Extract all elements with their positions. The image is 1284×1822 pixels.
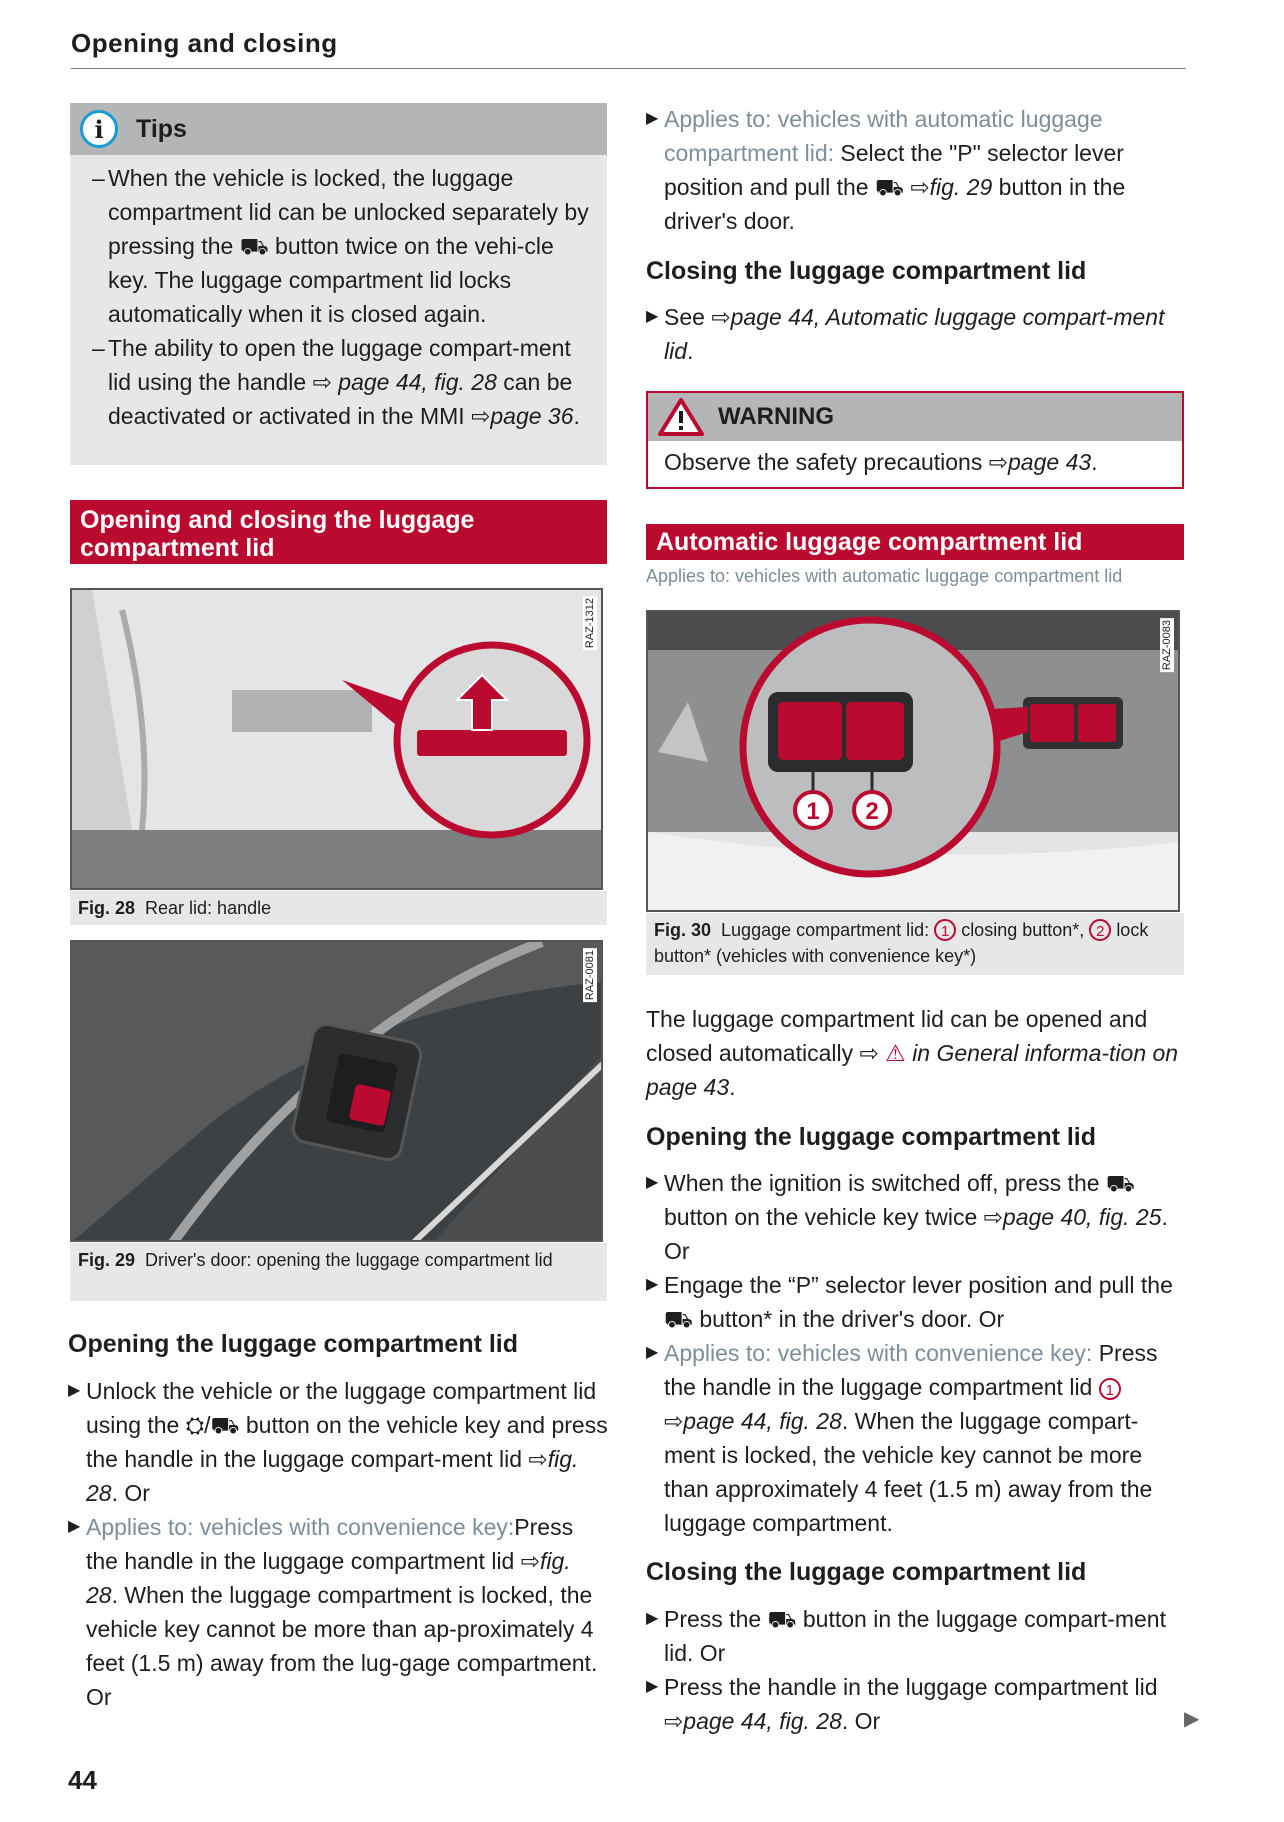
tips-item: – The ability to open the luggage compart-ment lid using the handle ⇨ page 44, fig. 28 can be deactivated or activated in the MMI ⇨page 36. <box>92 335 580 429</box>
page-header-title: Opening and closing <box>71 28 338 58</box>
callout-2-badge: 2 <box>1089 919 1111 941</box>
trunk-close-icon: ⛟ <box>664 1306 693 1332</box>
figure-30 <box>646 610 1180 912</box>
tips-header <box>70 103 607 155</box>
page-link[interactable]: page 40, fig. 25 <box>1002 1204 1162 1230</box>
instruction-item: ▶ Press the handle in the luggage compartment lid ⇨page 44, fig. 28. Or <box>646 1674 1158 1734</box>
page-link[interactable]: page 44, fig. 28 <box>683 1408 842 1434</box>
instruction-item: ▶ Engage the “P” selector lever position and pull the ⛟ button* in the driver's door. Or <box>646 1272 1173 1332</box>
callout-1-badge: 1 <box>934 919 956 941</box>
section-title-automatic: Automatic luggage compartment lid <box>646 524 1184 560</box>
heading-opening-right: Opening the luggage compartment lid <box>646 1123 1097 1151</box>
page-number: 44 <box>68 1765 97 1795</box>
heading-closing-right-2: Closing the luggage compartment lid <box>646 1558 1087 1586</box>
trunk-buttons-illustration <box>648 612 1180 912</box>
warning-title: WARNING <box>718 403 834 430</box>
instruction-item: ▶ Applies to: vehicles with convenience key: Press the handle in the luggage compartment lid 1 ⇨page 44, fig. 28. When the luggage compart-ment is locked, the vehicle key cannot be more than approximately 4 feet (1.5 m) away from the luggage compartment. <box>646 1340 1158 1536</box>
warning-header <box>648 393 1182 441</box>
arrow-ref-icon: ⇨ <box>859 1040 879 1066</box>
instruction-item: ▶ Press the ⛟ button in the luggage compart-ment lid. Or <box>646 1606 1166 1666</box>
figure-code: RAZ-0083 <box>1161 620 1173 671</box>
arrow-ref-icon: ⇨ <box>312 369 332 395</box>
figure-link[interactable]: fig. 28 <box>86 1548 571 1608</box>
page-link[interactable]: page 36 <box>490 403 574 429</box>
instruction-item: ▶ When the ignition is switched off, press the ⛟ button on the vehicle key twice ⇨page 40, fig. 25. Or <box>646 1170 1168 1264</box>
page-link[interactable]: page 44, Automatic luggage compart-ment lid <box>664 304 1165 364</box>
info-icon: i <box>80 110 118 148</box>
trunk-close-icon: ⛟ <box>767 1606 797 1632</box>
instruction-item: ▶ Applies to: vehicles with automatic luggage compartment lid: Select the "P" selector lever position and pull the ⛟ ⇨fig. 29 button in the driver's door. <box>646 106 1126 234</box>
page-link[interactable]: in General informa-tion on page 43 <box>646 1040 1179 1100</box>
callout-1-badge: 1 <box>1099 1378 1121 1400</box>
lock-trunk-icon: ⛭/⛟ <box>185 1412 240 1438</box>
warning-box <box>646 391 1184 489</box>
key-trunk-icon: ⛟ <box>1105 1170 1135 1196</box>
arrow-ref-icon: ⇨ <box>528 1446 548 1472</box>
figure-28 <box>70 588 603 890</box>
callout-1: 1 <box>806 798 820 825</box>
figure-link[interactable]: fig. 28 <box>86 1446 579 1506</box>
key-trunk-icon: ⛟ <box>239 233 269 259</box>
tips-box <box>70 103 607 465</box>
arrow-ref-icon: ⇨ <box>471 403 491 429</box>
page-link[interactable]: page 43 <box>1008 449 1092 475</box>
intro-paragraph: The luggage compartment lid can be opened and closed automatically ⇨ ⚠ in General informa-tion on page 43. <box>646 1006 1179 1100</box>
warning-icon: ⚠ <box>885 1040 906 1066</box>
arrow-ref-icon: ⇨ <box>711 304 731 330</box>
heading-opening-left: Opening the luggage compartment lid <box>68 1330 519 1358</box>
figure-29-caption: Fig. 29 Driver's door: opening the luggage compartment lid <box>70 1243 607 1301</box>
tips-title: Tips <box>136 114 187 143</box>
instruction-item: ▶ Unlock the vehicle or the luggage compartment lid using the ⛭/⛟ button on the vehicle key and press the handle in the luggage compart-ment lid ⇨fig. 28. Or <box>68 1378 608 1506</box>
instruction-item: ▶ See ⇨page 44, Automatic luggage compart-ment lid. <box>646 304 1165 364</box>
driver-door-illustration <box>72 942 603 1242</box>
arrow-ref-icon: ⇨ <box>664 1708 684 1734</box>
arrow-ref-icon: ⇨ <box>664 1408 684 1434</box>
header-rule <box>71 68 1186 69</box>
warning-text: Observe the safety precautions ⇨page 43. <box>664 449 1098 475</box>
arrow-ref-icon: ⇨ <box>520 1548 541 1574</box>
figure-28-caption: Fig. 28 Rear lid: handle <box>70 891 607 925</box>
tips-item: – When the vehicle is locked, the luggage compartment lid can be unlocked separately by pressing the ⛟ button twice on the vehi-cle key. The luggage compartment lid locks automatically when it is closed again. <box>92 165 589 327</box>
callout-2: 2 <box>865 798 879 825</box>
instruction-item: ▶ Applies to: vehicles with convenience key:Press the handle in the luggage compartment lid ⇨fig. 28. When the luggage compartment is locked, the vehicle key cannot be more than ap-proximately 4 feet (1.5 m) away from the lug-gage compartment. Or <box>68 1514 598 1710</box>
figure-link[interactable]: fig. 29 <box>929 174 993 200</box>
rear-lid-handle-illustration <box>72 590 603 890</box>
figure-29 <box>70 940 603 1242</box>
trunk-close-icon: ⛟ <box>875 174 904 200</box>
arrow-ref-icon: ⇨ <box>983 1204 1003 1230</box>
arrow-ref-icon: ⇨ <box>910 174 930 200</box>
arrow-ref-icon: ⇨ <box>988 449 1009 475</box>
warning-icon <box>658 397 704 437</box>
applies-note: Applies to: vehicles with automatic luggage compartment lid <box>646 566 1123 586</box>
page-link[interactable]: page 44, fig. 28 <box>683 1708 842 1734</box>
figure-code: RAZ-0081 <box>584 950 596 1001</box>
page-link[interactable]: page 44, fig. 28 <box>338 369 497 395</box>
figure-code: RAZ-1312 <box>584 598 596 649</box>
continue-arrow-icon[interactable]: ▶ <box>1184 1708 1200 1730</box>
section-title-opening-closing: Opening and closing the luggage compartment lid <box>70 500 607 564</box>
heading-closing-right-1: Closing the luggage compartment lid <box>646 257 1087 285</box>
figure-30-caption: Fig. 30 Luggage compartment lid: 1 closing button*, 2 lock button* (vehicles with convenience key*) <box>646 913 1184 975</box>
